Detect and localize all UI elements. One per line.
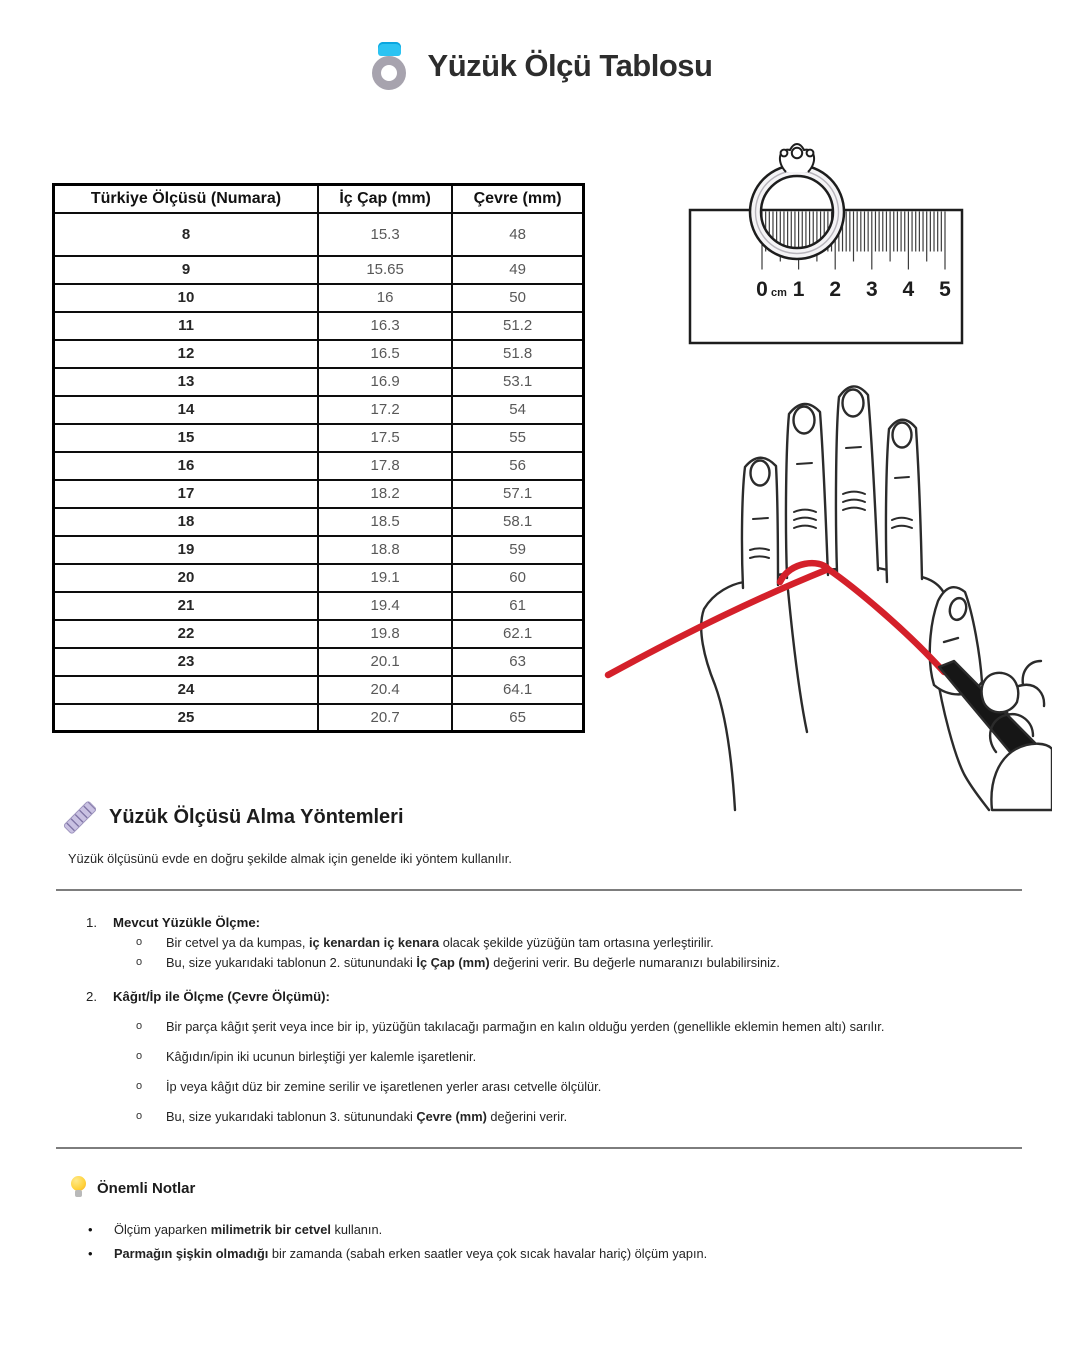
table-cell: 16 <box>54 452 318 480</box>
table-cell: 21 <box>54 592 318 620</box>
note-bullet: • Ölçüm yaparken milimetrik bir cetvel kullanın. <box>88 1222 383 1237</box>
column-header-size: Türkiye Ölçüsü (Numara) <box>54 185 318 213</box>
table-cell: 10 <box>54 284 318 312</box>
size-table-body <box>54 213 584 732</box>
table-cell: 48 <box>452 213 583 256</box>
ruler-label-0: 0 <box>756 278 768 301</box>
table-cell: 17.2 <box>318 396 452 424</box>
table-cell: 20.1 <box>318 648 452 676</box>
ruler-label-1: 1 <box>792 278 805 301</box>
method-bullet: o Kâğıdın/ipin iki ucunun birleştiği yer kalemle işaretlenir. <box>136 1049 477 1064</box>
table-row <box>54 424 584 452</box>
method-bullet: o Bir parça kâğıt şerit veya ince bir ip, yüzüğün takılacağı parmağın en kalın olduğu yerden (genellikle eklemin hemen altı) sarılır. <box>136 1019 885 1034</box>
table-cell: 60 <box>452 564 583 592</box>
hand-string-illustration <box>592 372 1052 812</box>
table-cell: 8 <box>54 213 318 256</box>
table-cell: 16.3 <box>318 312 452 340</box>
table-cell: 13 <box>54 368 318 396</box>
method-item: 1. Mevcut Yüzükle Ölçme: o Bir cetvel ya da kumpas, iç kenardan iç kenara olacak şekilde yüzüğün tam ortasına yerleştirilir. o Bu, size yukarıdaki tablonun 2. sütunundaki İç Çap (mm) değerini verir. Bu değerle numaranızı bulabilirsiniz. <box>86 915 1026 970</box>
ring-on-ruler-illustration <box>650 128 980 368</box>
table-cell: 56 <box>452 452 583 480</box>
note-bullet: • Parmağın şişkin olmadığı bir zamanda (sabah erken saatler veya çok sıcak havalar hariç) ölçüm yapın. <box>88 1246 708 1261</box>
methods-heading: Yüzük Ölçüsü Alma Yöntemleri <box>109 805 404 828</box>
ruler-label-4: 4 <box>902 278 915 301</box>
table-row <box>54 312 584 340</box>
ring-icon <box>368 40 412 92</box>
table-cell: 49 <box>452 256 583 284</box>
ring-size-table <box>52 183 585 733</box>
table-cell: 19.4 <box>318 592 452 620</box>
table-cell: 17.8 <box>318 452 452 480</box>
table-cell: 64.1 <box>452 676 583 704</box>
table-row <box>54 368 584 396</box>
table-row <box>54 452 584 480</box>
ruler-icon <box>62 800 96 834</box>
table-cell: 9 <box>54 256 318 284</box>
ruler-label-3: 3 <box>865 278 878 301</box>
table-header-row <box>54 185 584 213</box>
table-row <box>54 213 584 256</box>
table-cell: 15.65 <box>318 256 452 284</box>
table-row <box>54 592 584 620</box>
table-row <box>54 676 584 704</box>
table-cell: 51.8 <box>452 340 583 368</box>
table-cell: 19.1 <box>318 564 452 592</box>
ruler-label-5: 5 <box>939 278 951 301</box>
table-cell: 24 <box>54 676 318 704</box>
table-cell: 61 <box>452 592 583 620</box>
table-cell: 16.5 <box>318 340 452 368</box>
table-cell: 55 <box>452 424 583 452</box>
table-row <box>54 704 584 732</box>
divider <box>56 1147 1022 1149</box>
table-row <box>54 480 584 508</box>
table-cell: 11 <box>54 312 318 340</box>
column-header-diameter: İç Çap (mm) <box>318 185 452 213</box>
notes-heading: Önemli Notlar <box>97 1179 196 1197</box>
table-cell: 18 <box>54 508 318 536</box>
column-header-circumference: Çevre (mm) <box>452 185 583 213</box>
table-row <box>54 256 584 284</box>
notes-list <box>88 1213 1028 1261</box>
ruler-unit-label: cm <box>771 287 787 299</box>
method-bullet: o Bu, size yukarıdaki tablonun 3. sütunundaki Çevre (mm) değerini verir. <box>136 1109 568 1124</box>
table-cell: 17 <box>54 480 318 508</box>
methods-section-header <box>62 800 404 834</box>
table-cell: 12 <box>54 340 318 368</box>
table-row <box>54 340 584 368</box>
table-cell: 59 <box>452 536 583 564</box>
table-row <box>54 620 584 648</box>
table-cell: 19.8 <box>318 620 452 648</box>
page-title: Yüzük Ölçü Tablosu <box>427 48 713 83</box>
table-cell: 58.1 <box>452 508 583 536</box>
table-row <box>54 536 584 564</box>
method-bullet: o Bu, size yukarıdaki tablonun 2. sütunundaki İç Çap (mm) değerini verir. Bu değerle numaranızı bulabilirsiniz. <box>136 955 780 970</box>
table-cell: 23 <box>54 648 318 676</box>
table-cell: 20 <box>54 564 318 592</box>
table-cell: 17.5 <box>318 424 452 452</box>
table-cell: 51.2 <box>452 312 583 340</box>
table-cell: 50 <box>452 284 583 312</box>
table-cell: 18.5 <box>318 508 452 536</box>
table-cell: 62.1 <box>452 620 583 648</box>
methods-intro: Yüzük ölçüsünü evde en doğru şekilde almak için genelde iki yöntem kullanılır. <box>68 851 512 866</box>
notes-section-header <box>70 1176 195 1200</box>
table-row <box>54 564 584 592</box>
divider <box>56 889 1022 891</box>
methods-list <box>86 915 1026 1124</box>
table-cell: 15 <box>54 424 318 452</box>
table-cell: 57.1 <box>452 480 583 508</box>
table-cell: 16.9 <box>318 368 452 396</box>
lightbulb-icon <box>70 1176 87 1200</box>
table-cell: 14 <box>54 396 318 424</box>
table-cell: 18.8 <box>318 536 452 564</box>
method-bullet: o İp veya kâğıt düz bir zemine serilir ve işaretlenen yerler arası cetvelle ölçülür. <box>136 1079 602 1094</box>
table-row <box>54 508 584 536</box>
table-row <box>54 396 584 424</box>
table-cell: 63 <box>452 648 583 676</box>
method-bullet: o Bir cetvel ya da kumpas, iç kenardan iç kenara olacak şekilde yüzüğün tam ortasına yerleştirilir. <box>136 935 714 950</box>
table-cell: 22 <box>54 620 318 648</box>
table-row <box>54 284 584 312</box>
table-cell: 20.4 <box>318 676 452 704</box>
ruler-label-2: 2 <box>829 278 842 301</box>
table-cell: 65 <box>452 704 583 732</box>
table-cell: 16 <box>318 284 452 312</box>
table-cell: 18.2 <box>318 480 452 508</box>
table-cell: 54 <box>452 396 583 424</box>
table-cell: 25 <box>54 704 318 732</box>
table-cell: 19 <box>54 536 318 564</box>
table-row <box>54 648 584 676</box>
page-header <box>0 40 1080 92</box>
method-item: 2. Kâğıt/İp ile Ölçme (Çevre Ölçümü): o Bir parça kâğıt şerit veya ince bir ip, yüzüğün takılacağı parmağın en kalın olduğu yerden (genellikle eklemin hemen altı) sarılır. o Kâğıdın/ipin iki ucunun birleştiği yer kalemle işaretlenir. o İp veya kâğıt düz bir zemine serilir ve işaretlenen yerler arası cetvelle ölçülür. o Bu, size yukarıdaki tablonun 3. sütunundaki Çevre (mm) değerini verir. <box>86 989 1026 1124</box>
table-cell: 15.3 <box>318 213 452 256</box>
table-cell: 53.1 <box>452 368 583 396</box>
table-cell: 20.7 <box>318 704 452 732</box>
